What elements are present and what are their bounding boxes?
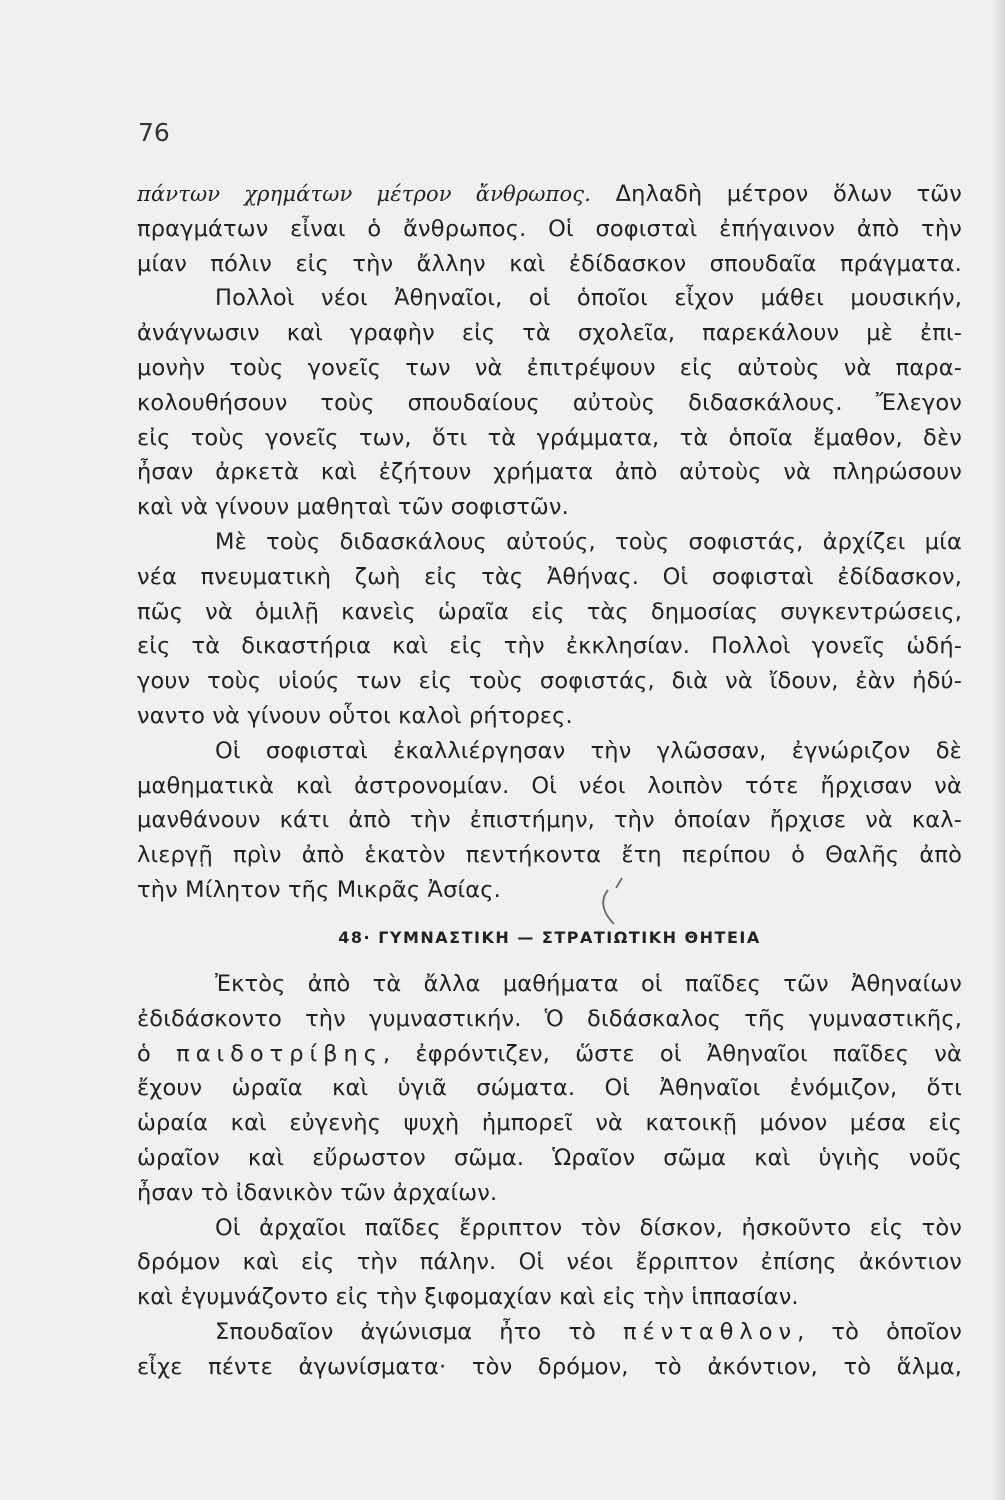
text-line: πῶς νὰ ὁμιλῇ κανεὶς ὡραῖα εἰς τὰς δημοσίας συγκεντρώσεις, (137, 598, 962, 625)
text-line: πραγμάτων εἶναι ὁ ἄνθρωπος. Οἱ σοφισταὶ ἐπήγαινον ἀπὸ τὴν (137, 215, 962, 242)
page-edge-shadow (991, 0, 1005, 1500)
section-heading: 48· ΓΥΜΝΑΣΤΙΚΗ — ΣΤΡΑΤΙΩΤΙΚΗ ΘΗΤΕΙΑ (338, 928, 761, 947)
text-line-rest: , τὸ ὁποῖον (797, 1318, 962, 1345)
text-line-start: Σπουδαῖον ἀγώνισμα ἦτο τὸ (215, 1318, 623, 1345)
text-line (137, 1315, 962, 1350)
text-line: ἐδιδάσκοντο τὴν γυμναστικήν. Ὁ διδάσκαλος τῆς γυμναστικῆς, (137, 1005, 962, 1032)
text-line: μονὴν τοὺς γονεῖς των νὰ ἐπιτρέψουν εἰς αὐτοὺς νὰ παρα- (137, 354, 962, 381)
text-line: μαθηματικὰ καὶ ἀστρονομίαν. Οἱ νέοι λοιπὸν τότε ἤρχισαν νὰ (137, 772, 962, 799)
section-text-block (137, 967, 962, 1385)
text-line: εἰς τὰ δικαστήρια καὶ εἰς τὴν ἐκκλησίαν. Πολλοὶ γονεῖς ὡδή- (137, 633, 962, 660)
text-line-rest: Δηλαδὴ μέτρον ὅλων τῶν (591, 181, 962, 207)
text-line: ἦσαν τὸ ἰδανικὸν τῶν ἀρχαίων. (137, 1179, 498, 1206)
text-line: Οἱ σοφισταὶ ἐκαλλιέργησαν τὴν γλῶσσαν, ἐγνώριζον δὲ (215, 737, 962, 764)
text-line: Πολλοὶ νέοι Ἀθηναῖοι, οἱ ὁποῖοι εἶχον μάθει μουσικήν, (215, 285, 962, 312)
text-line: Μὲ τοὺς διδασκάλους αὐτούς, τοὺς σοφιστάς, ἀρχίζει μία (215, 528, 962, 555)
text-line: μίαν πόλιν εἰς τὴν ἄλλην καὶ ἐδίδασκον σπουδαῖα πράγματα. (137, 250, 962, 277)
text-line: Ἐκτὸς ἀπὸ τὰ ἄλλα μαθήματα οἱ παῖδες τῶν Ἀθηναίων (215, 971, 962, 997)
text-line: εἰς τοὺς γονεῖς των, ὅτι τὰ γράμματα, τὰ ὁποῖα ἔμαθον, δὲν (137, 424, 962, 451)
text-line: λιεργῇ πρὶν ἀπὸ ἑκατὸν πεντήκοντα ἔτη περίπου ὁ Θαλῆς ἀπὸ (137, 842, 962, 869)
text-line: δρόμον καὶ εἰς τὴν πάλην. Οἱ νέοι ἔρριπτον ἐπίσης ἀκόντιον (137, 1249, 962, 1276)
text-line-rest: , ἐφρόντιζεν, ὥστε οἱ Ἀθηναῖοι παῖδες νὰ (382, 1040, 962, 1067)
pencil-mark-icon (580, 870, 640, 930)
text-line: τὴν Μίλητον τῆς Μικρᾶς Ἀσίας. (137, 876, 501, 903)
text-line: ἦσαν ἀρκετὰ καὶ ἐζήτουν χρήματα ἀπὸ αὐτοὺς νὰ πληρώσουν (137, 459, 962, 486)
spaced-term: παιδοτρίβης (176, 1040, 383, 1067)
text-line: ὡραῖον καὶ εὔρωστον σῶμα. Ὡραῖον σῶμα καὶ ὑγιὴς νοῦς (137, 1144, 962, 1171)
text-line (137, 1037, 962, 1072)
text-line: κολουθήσουν τοὺς σπουδαίους αὐτοὺς διδασκάλους. Ἔλεγον (137, 389, 962, 416)
text-line: γουν τοὺς υἱούς των εἰς τοὺς σοφιστάς, διὰ νὰ ἴδουν, ἐὰν ἠδύ- (137, 668, 962, 695)
text-line: ὡραία καὶ εὐγενὴς ψυχὴ ἠμπορεῖ νὰ κατοικῇ μόνον μέσα εἰς (137, 1110, 962, 1137)
text-line: καὶ ἐγυμνάζοντο εἰς τὴν ξιφομαχίαν καὶ εἰς τὴν ἱππασίαν. (137, 1284, 799, 1311)
text-line: μανθάνουν κάτι ἀπὸ τὴν ἐπιστήμην, τὴν ὁποίαν ἤρχισε νὰ καλ- (137, 807, 962, 834)
text-line: καὶ νὰ γίνουν μαθηταὶ τῶν σοφιστῶν. (137, 494, 569, 521)
text-line: ναντο νὰ γίνουν οὗτοι καλοὶ ρήτορες. (137, 702, 573, 729)
text-line (137, 177, 962, 212)
spaced-term: πένταθλον (623, 1318, 798, 1345)
text-line: νέα πνευματικὴ ζωὴ εἰς τὰς Ἀθήνας. Οἱ σοφισταὶ ἐδίδασκον, (137, 563, 962, 590)
page-number: 76 (138, 118, 170, 147)
text-line-start: ὁ (137, 1040, 177, 1067)
text-line: ἀνάγνωσιν καὶ γραφὴν εἰς τὰ σχολεῖα, παρεκάλουν μὲ ἐπι- (137, 320, 962, 347)
body-text-block (137, 177, 962, 908)
quote-italic: πάντων χρημάτων μέτρον ἄνθρωπος. (137, 182, 592, 206)
text-line: ἔχουν ὡραῖα καὶ ὑγιᾶ σώματα. Οἱ Ἀθηναῖοι ἐνόμιζον, ὅτι (137, 1075, 962, 1102)
text-line: Οἱ ἀρχαῖοι παῖδες ἔρριπτον τὸν δίσκον, ἠσκοῦντο εἰς τὸν (215, 1214, 962, 1241)
text-line: εἶχε πέντε ἀγωνίσματα· τὸν δρόμον, τὸ ἀκόντιον, τὸ ἅλμα, (137, 1353, 962, 1380)
